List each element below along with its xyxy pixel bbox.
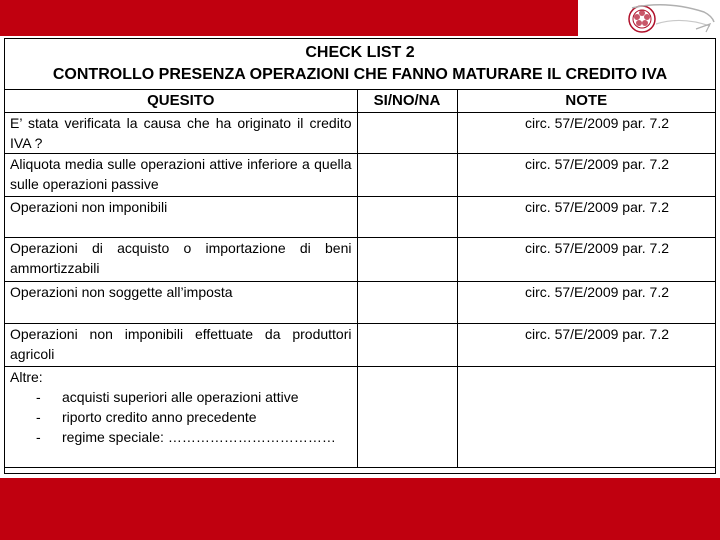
risposta-cell[interactable] — [357, 197, 457, 238]
quesito-cell: Operazioni di acquisto o importazione di beni ammortizzabili — [5, 238, 357, 282]
risposta-cell[interactable] — [357, 324, 457, 367]
list-item: - regime speciale: ……………………………… — [36, 427, 352, 447]
table-row — [5, 113, 715, 154]
table-row — [5, 197, 715, 238]
risposta-cell[interactable] — [357, 154, 457, 197]
table-row — [5, 324, 715, 367]
title-block — [5, 39, 715, 90]
bottom-red-band — [0, 478, 720, 540]
column-header-risposta: SI/NO/NA — [357, 90, 457, 113]
checklist-table — [5, 89, 715, 468]
note-cell: circ. 57/E/2009 par. 7.2 — [457, 238, 715, 282]
table-row — [5, 282, 715, 324]
risposta-cell[interactable] — [357, 367, 457, 468]
agenzia-entrate-logo-icon — [626, 2, 716, 36]
table-row-altre — [5, 367, 715, 468]
altre-label: Altre: — [10, 369, 43, 385]
quesito-cell: E’ stata verificata la causa che ha originato il credito IVA ? — [5, 113, 357, 154]
checklist-sheet — [4, 38, 716, 474]
risposta-cell[interactable] — [357, 113, 457, 154]
column-header-note: NOTE — [457, 90, 715, 113]
page-subtitle: CONTROLLO PRESENZA OPERAZIONI CHE FANNO MATURARE IL CREDITO IVA — [52, 66, 668, 83]
altre-cell — [5, 367, 357, 468]
page-title: CHECK LIST 2 — [305, 44, 415, 61]
note-cell — [457, 367, 715, 468]
risposta-cell[interactable] — [357, 282, 457, 324]
quesito-cell: Operazioni non imponibili — [5, 197, 357, 238]
note-cell: circ. 57/E/2009 par. 7.2 — [457, 154, 715, 197]
quesito-cell: Operazioni non soggette all’imposta — [5, 282, 357, 324]
list-item: - riporto credito anno precedente — [36, 407, 352, 427]
quesito-cell: Aliquota media sulle operazioni attive inferiore a quella sulle operazioni passive — [5, 154, 357, 197]
risposta-cell[interactable] — [357, 238, 457, 282]
note-cell: circ. 57/E/2009 par. 7.2 — [457, 282, 715, 324]
top-red-band — [0, 0, 578, 36]
note-cell: circ. 57/E/2009 par. 7.2 — [457, 324, 715, 367]
altre-list — [10, 387, 352, 447]
note-cell: circ. 57/E/2009 par. 7.2 — [457, 113, 715, 154]
note-cell: circ. 57/E/2009 par. 7.2 — [457, 197, 715, 238]
table-row — [5, 154, 715, 197]
quesito-cell: Operazioni non imponibili effettuate da produttori agricoli — [5, 324, 357, 367]
list-item: - acquisti superiori alle operazioni attive — [36, 387, 352, 407]
table-header-row — [5, 90, 715, 113]
table-row — [5, 238, 715, 282]
column-header-quesito: QUESITO — [5, 90, 357, 113]
